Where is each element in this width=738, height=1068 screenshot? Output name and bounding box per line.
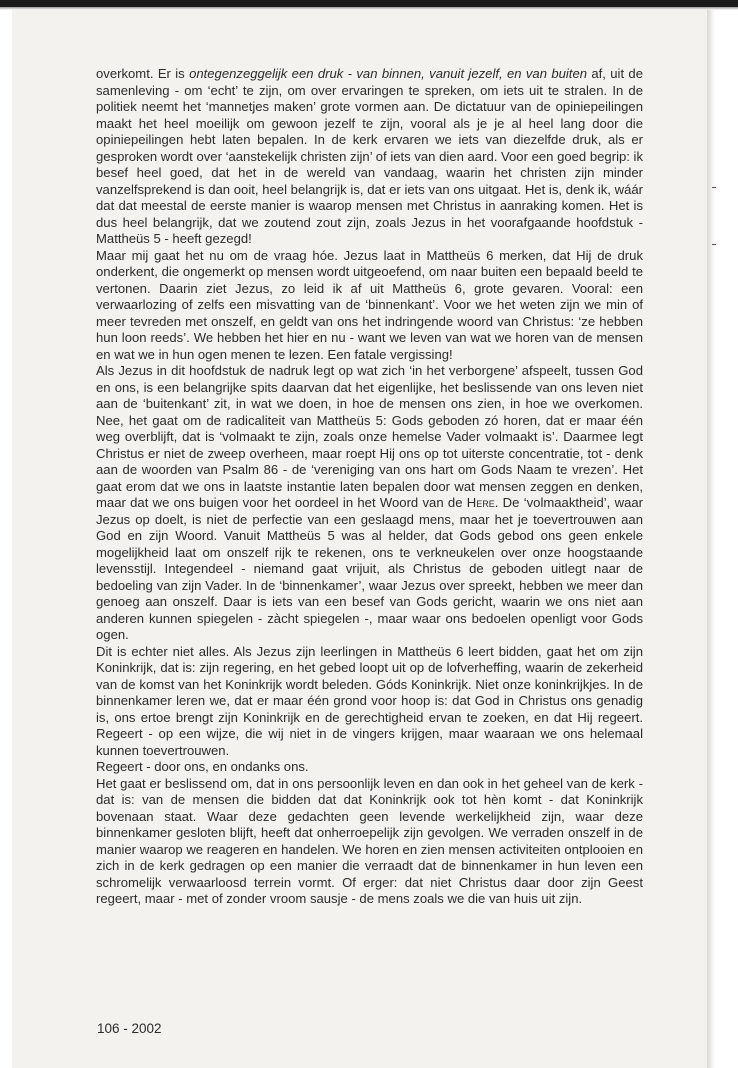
margin-mark bbox=[712, 187, 716, 188]
page-footer: 106 - 2002 bbox=[97, 1021, 162, 1036]
article-body bbox=[96, 66, 643, 908]
paragraph-6 bbox=[96, 776, 643, 908]
text-segment: Het gaat er beslissend om, dat in ons persoonlijk leven en dan ook in het geheel van de kerk - dat is: van de mensen die bidden dat dat Koninkrijk ook tot hèn komt - dat Koninkrijk bovenaan staat. Waar deze gedachten geen levende werkelijkheid zijn, waar deze binnenkamer gesloten blijft, heeft dat onherroepelijk zijn gevolgen. We verraden onszelf in de manier waarop we reageren en handelen. We horen en zien mensen activiteiten ontplooien en zich in de kerk gedragen op een manier die verraadt dat de binnenkamer in hun leven een schromelijk verwaarloosd terrein vormt. Of erger: dat niet Christus daar door zijn Geest regeert, maar - met of zonder vroom sausje - de mens zoals we die van huis uit zijn. bbox=[96, 775, 643, 906]
paragraph-1 bbox=[96, 66, 643, 248]
text-segment: Regeert - door ons, en ondanks ons. bbox=[96, 759, 309, 774]
margin-mark bbox=[712, 244, 716, 245]
text-segment-smallcaps: Here bbox=[466, 495, 495, 510]
paragraph-4 bbox=[96, 644, 643, 760]
text-segment: Als Jezus in dit hoofdstuk de nadruk legt op wat zich ‘in het verborgene’ afspeelt, tussen God en ons, is een belangrijke spits daarvan dat het eigenlijke, het beslissende van ons leven niet aan de ‘buitenkant’ zit, in wat we doen, in hoe de mensen ons zien, in hoe we overkomen. Nee, het gaat om de radicaliteit van Mattheüs 5: Gods geboden zó horen, dat er maar één weg overblijft, dat is ‘volmaakt te zijn, zoals onze hemelse Vader volmaakt is’. Daarmee legt Christus er niet de zweep overheen, maar roept Hij ons op tot uiterste concentratie, tot - denk aan de woorden van Psalm 86 - de ‘vereniging van ons hart om Gods Naam te vrezen’. Het gaat erom dat we ons in laatste instantie laten bepalen door wat mensen zeggen en denken, maar dat we ons buigen voor het oordeel in het Woord van de bbox=[96, 363, 643, 510]
text-segment: . De ‘volmaaktheid’, waar Jezus op doelt, is niet de perfectie van een geslaagd mens, maar het je toevertrouwen aan God en zijn Woord. Vanuit Mattheüs 5 was al helder, dat Gods gebod ons geen enkele mogelijkheid laat om onszelf rijk te rekenen, ons te verkneukelen over onze hoogstaande levensstijl. Integendeel - niemand gaat vrijuit, als Christus de geboden uitlegt naar de bedoeling van zijn Vader. In de ‘binnenkamer’, waar Jezus over spreekt, hebben we meer dan genoeg aan onszelf. Daar is iets van een besef van Gods gericht, waarin we ons niet aan anderen kunnen spiegelen - zàcht spiegelen -, maar waar ons bedoelen openligt voor Gods ogen. bbox=[96, 495, 643, 642]
text-segment: Maar mij gaat het nu om de vraag hóe. Jezus laat in Mattheüs 6 merken, dat Hij de druk onderkent, die ongemerkt op mensen wordt uitgeoefend, om naar buiten een bepaald beeld te vertonen. Daarin ziet Jezus, zo leid ik af uit Mattheüs 6, grote gevaren. Vooral: een verwaarlozing of zelfs een misvatting van de ‘binnenkant’. Voor we het weten zijn we min of meer tevreden met onszelf, en geldt van ons het indringende woord van Christus: ‘ze hebben hun loon reeds’. We hebben het hier en nu - want we leven van wat we horen van de mensen en wat we in hun ogen menen te lezen. Een fatale vergissing! bbox=[96, 247, 643, 362]
paragraph-2 bbox=[96, 248, 643, 364]
text-segment: Dit is echter niet alles. Als Jezus zijn leerlingen in Mattheüs 6 leert bidden, gaat het om zijn Koninkrijk, dat is: zijn regering, en het gebed loopt uit op de lofverheffing, waarin de zekerheid van de komst van het Koninkrijk wordt beleden. Góds Koninkrijk. Niet onze koninkrijkjes. In de binnenkamer leren we, dat er maar één grond voor hoop is: dat God in Christus ons genadig is, ons ertoe brengt zijn Koninkrijk en de gerechtigheid ervan te zoeken, en dat Hij regeert. Regeert - op een wijze, die wij niet in de vingers krijgen, maar waaraan we ons helemaal kunnen toevertrouwen. bbox=[96, 643, 643, 758]
paragraph-5 bbox=[96, 759, 643, 776]
scan-top-edge bbox=[0, 0, 738, 7]
paragraph-3 bbox=[96, 363, 643, 644]
text-segment: overkomt. Er is bbox=[96, 66, 190, 81]
page-edge-shadow bbox=[707, 10, 715, 1068]
text-segment: af, uit de samenleving - om ‘echt’ te zijn, om over ervaringen te spreken, om iets uit te stralen. In de politiek neemt het ‘mannetjes maken’ grote vormen aan. De dictatuur van de opiniepeilingen maakt het heel moeilijk om gewoon jezelf te zijn, vooral als je je al heel lang door die opiniepeilingen hebt laten bepalen. In de kerk ervaren we iets van diezelfde druk, als er gesproken wordt over ‘aanstekelijk christen zijn’ of iets van dien aard. Voor een goed begrip: ik besef heel goed, dat het in de wereld van vandaag, waarin het christen zijn minder vanzelfsprekend is dan ooit, heel belangrijk is, dat er iets van ons uitgaat. Het is, denk ik, wáár dat dat meestal de eerste manier is waarop mensen met Christus in aanraking komen. Het is dus heel belangrijk, dat we zoutend zout zijn, zoals Jezus in het voorafgaande hoofdstuk - Mattheüs 5 - heeft gezegd! bbox=[96, 66, 643, 246]
text-segment-italic: ontegenzeggelijk een druk - van binnen, vanuit jezelf, en van buiten bbox=[189, 66, 588, 81]
